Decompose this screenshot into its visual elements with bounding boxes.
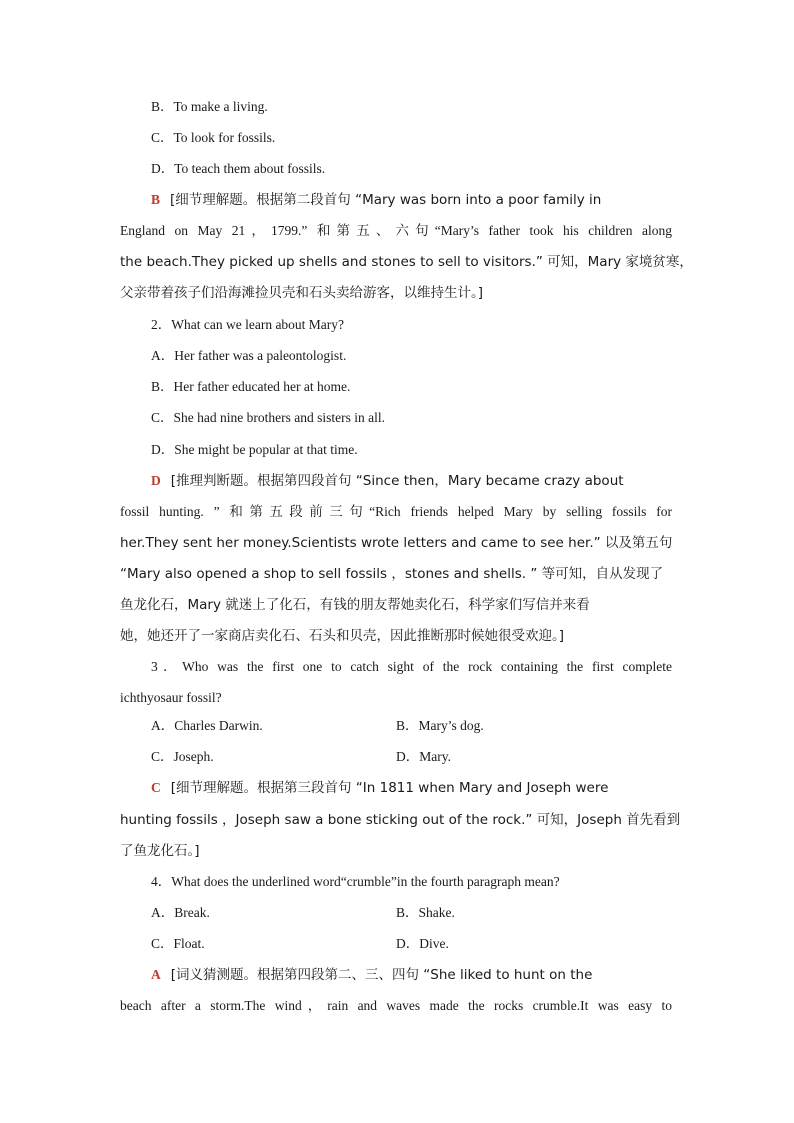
q4-explanation-line-1 <box>151 965 672 985</box>
q3-explanation-line-3: 了鱼龙化石。] <box>120 843 200 859</box>
q3-stem-line-2: ichthyosaur fossil? <box>120 690 222 705</box>
q3-answer: C <box>151 780 161 795</box>
q2-explanation-line-3: her.They sent her money.Scientists wrote letters and came to see her.” 以及第五句 <box>120 535 673 551</box>
q3-option-a: A．Charles Darwin. <box>151 718 263 733</box>
q1-option-d: D．To teach them about fossils. <box>151 161 326 176</box>
q1-explanation-text-1: [细节理解题。根据第二段首句 “Mary was born into a poor family in <box>170 192 602 208</box>
q3-explanation-line-2: hunting fossils ，Joseph saw a bone sticking out of the rock.” 可知，Joseph 首先看到 <box>120 812 681 828</box>
q2-option-c: C．She had nine brothers and sisters in all. <box>151 410 385 425</box>
q3-explanation-text-1: [细节理解题。根据第三段首句 “In 1811 when Mary and Joseph were <box>170 780 609 796</box>
q4-option-c: C．Float. <box>151 936 205 951</box>
q3-stem-line-1: 3．Who was the first one to catch sight of the rock containing the first complete <box>151 659 672 674</box>
q1-answer: B <box>151 192 161 207</box>
q2-option-b: B．Her father educated her at home. <box>151 379 351 394</box>
q1-explanation-line-4: 父亲带着孩子们沿海滩捡贝壳和石头卖给游客，以维持生计。] <box>120 285 484 301</box>
q2-option-a: A．Her father was a paleontologist. <box>151 348 347 363</box>
q2-explanation-text-1: [推理判断题。根据第四段首句 “Since then，Mary became crazy about <box>170 473 624 489</box>
q4-stem: 4．What does the underlined word“crumble”in the fourth paragraph mean? <box>151 874 560 889</box>
q1-explanation-line-2: England on May 21，1799.” 和第五、六句“Mary’s father took his children along <box>120 223 672 238</box>
q1-option-c: C．To look for fossils. <box>151 130 276 145</box>
q2-explanation-line-1 <box>151 471 672 491</box>
q4-option-b: B．Shake. <box>396 905 455 920</box>
q4-explanation-text-1: [词义猜测题。根据第四段第二、三、四句 “She liked to hunt on the <box>170 967 593 983</box>
q3-option-b: B．Mary’s dog. <box>396 718 484 733</box>
q2-explanation-line-6: 她，她还开了一家商店卖化石、石头和贝壳，因此推断那时候她很受欢迎。] <box>120 628 565 644</box>
q3-option-d: D．Mary. <box>396 749 451 764</box>
q2-explanation-line-2: fossil hunting. ” 和第五段前三句“Rich friends helped Mary by selling fossils for <box>120 504 672 519</box>
q3-option-c: C．Joseph. <box>151 749 214 764</box>
q4-answer: A <box>151 967 161 982</box>
q1-explanation-line-3: the beach.They picked up shells and stones to sell to visitors.” 可知，Mary 家境贫寒， <box>120 254 693 270</box>
q2-answer: D <box>151 473 161 488</box>
q3-explanation-line-1 <box>151 778 672 798</box>
q4-option-a: A．Break. <box>151 905 210 920</box>
q4-option-d: D．Dive. <box>396 936 449 951</box>
q4-explanation-line-2: beach after a storm.The wind，rain and waves made the rocks crumble.It was easy to <box>120 998 672 1013</box>
q1-option-b: B．To make a living. <box>151 99 268 114</box>
q1-explanation-line-1 <box>151 190 672 210</box>
q2-stem: 2．What can we learn about Mary? <box>151 317 345 332</box>
q2-explanation-line-4: “Mary also opened a shop to sell fossils ，stones and shells. ” 等可知，自从发现了 <box>120 566 664 582</box>
q2-option-d: D．She might be popular at that time. <box>151 442 358 457</box>
q2-explanation-line-5: 鱼龙化石，Mary 就迷上了化石，有钱的朋友帮她卖化石，科学家们写信并来看 <box>120 597 590 613</box>
